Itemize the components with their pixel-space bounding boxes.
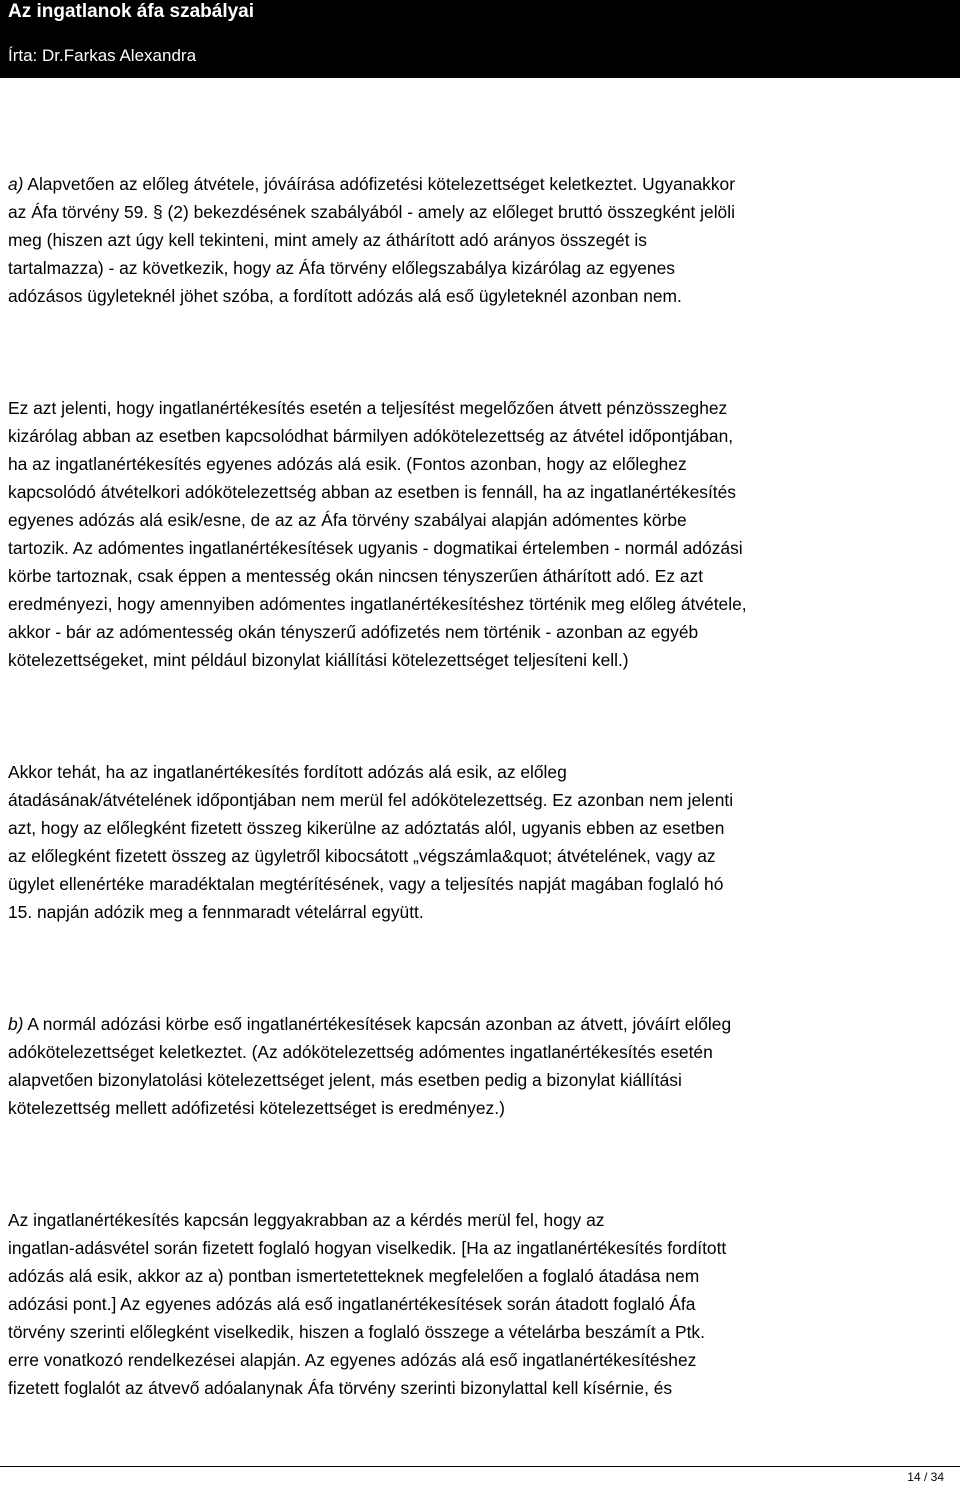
paragraph-b-marker: b)	[8, 1014, 24, 1034]
paragraph-a	[8, 170, 956, 310]
document-title: Az ingatlanok áfa szabályai	[8, 1, 255, 22]
footer-divider	[0, 1466, 960, 1467]
document-header	[0, 0, 960, 78]
paragraph-a-marker: a)	[8, 174, 24, 194]
paragraph-b-text: A normál adózási körbe eső ingatlanértékesítések kapcsán azonban az átvett, jóváírt előleg adókötelezettséget keletkeztet. (Az adókötelezettség adómentes ingatlanértékesítés esetén alapvetően bizonylatolási kötelezettséget jelent, más esetben pedig a bizonylat kiállítási kötelezettség mellett adófizetési kötelezettséget is eredményez.)	[8, 1014, 732, 1118]
paragraph-explanation: Ez azt jelenti, hogy ingatlanértékesítés esetén a teljesítést megelőzően átvett pénzösszeghez kizárólag abban az esetben kapcsolódhat bármilyen adókötelezettség az átvétel időpontjában, ha az ingatlanértékesítés egyenes adózás alá esik. (Fontos azonban, hogy az előleghez kapcsolódó átvételkori adókötelezettség abban az esetben is fennáll, ha az ingatlanértékesítés egyenes adózás alá esik/esne, de az az Áfa törvény szabályai alapján adómentes körbe tartozik. Az adómentes ingatlanértékesítések ugyanis - dogmatikai értelemben - normál adózási körbe tartoznak, csak éppen a mentesség okán nincsen tényszerűen áthárított adó. Ez azt eredményezi, hogy amennyiben adómentes ingatlanértékesítéshez történik meg előleg átvétele, akkor - bár az adómentesség okán tényszerű adófizetés nem történik - azonban az egyéb kötelezettségeket, mint például bizonylat kiállítási kötelezettséget teljesíteni kell.)	[8, 398, 747, 670]
paragraph-b	[8, 1010, 956, 1122]
paragraph-a-text: Alapvetően az előleg átvétele, jóváírása adófizetési kötelezettséget keletkeztet. Ugyanakkor az Áfa törvény 59. § (2) bekezdésének szabályából - amely az előleget bruttó összegként jelöli meg (hiszen azt úgy kell tekinteni, mint amely az áthárított adó arányos összegét is tartalmazza) - az következik, hogy az Áfa törvény előlegszabálya kizárólag az egyenes adózásos ügyleteknél jöhet szóba, a fordított adózás alá eső ügyleteknél azonban nem.	[8, 174, 735, 306]
page-number: 14 / 34	[907, 1470, 944, 1484]
paragraph-reverse-charge: Akkor tehát, ha az ingatlanértékesítés fordított adózás alá esik, az előleg átadásának/átvételének időpontjában nem merül fel adókötelezettség. Ez azonban nem jelenti azt, hogy az előlegként fizetett összeg kikerülne az adóztatás alól, ugyanis ebben az esetben az előlegként fizetett összeg az ügyletről kibocsátott „végszámla&quot; átvételének, vagy az ügylet ellenértéke maradéktalan megtérítésének, vagy a teljesítés napját magában foglaló hó 15. napján adózik meg a fennmaradt vételárral együtt.	[8, 762, 734, 922]
document-author: Írta: Dr.Farkas Alexandra	[8, 46, 197, 65]
paragraph-deposit: Az ingatlanértékesítés kapcsán leggyakrabban az a kérdés merül fel, hogy az ingatlan-adásvétel során fizetett foglaló hogyan viselkedik. [Ha az ingatlanértékesítés fordított adózás alá esik, akkor az a) pontban ismertetetteknek megfelelően a foglaló átadása nem adózási pont.] Az egyenes adózás alá eső ingatlanértékesítések során átadott foglaló Áfa törvény szerinti előlegként viselkedik, hiszen a foglaló összege a vételárba beszámít a Ptk. erre vonatkozó rendelkezései alapján. Az egyenes adózás alá eső ingatlanértékesítéshez fizetett foglalót az átvevő adóalanynak Áfa törvény szerinti bizonylattal kell kísérnie, és	[8, 1210, 727, 1398]
